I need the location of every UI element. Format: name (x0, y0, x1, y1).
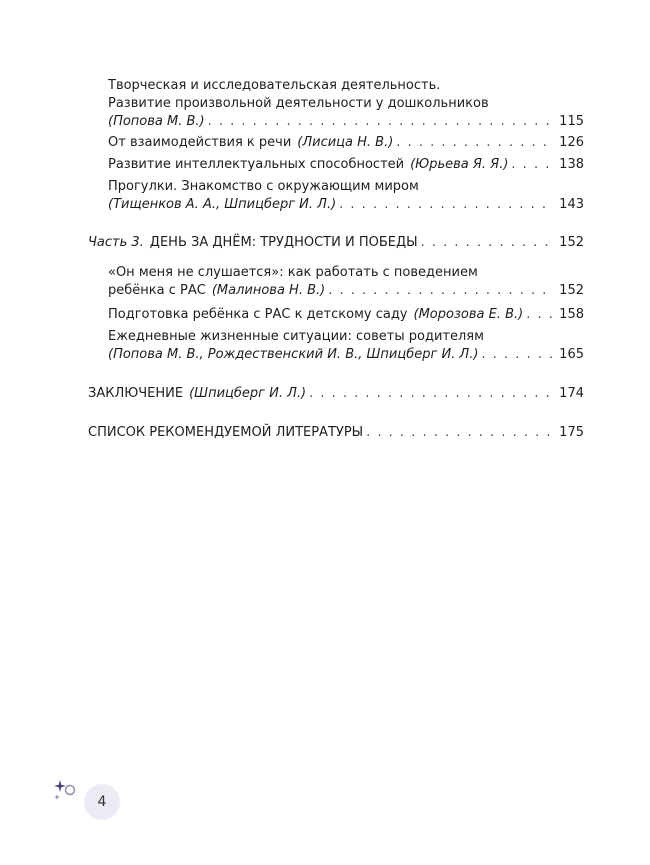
toc-entry-page: 115 (559, 114, 584, 129)
toc-entry-title: «Он меня не слушается»: как работать с поведением (108, 265, 478, 280)
toc-entry-interaction-to-speech[interactable] (108, 134, 584, 152)
toc-entry-title: Прогулки. Знакомство с окружающим миром (108, 179, 419, 194)
page-number: 4 (84, 784, 120, 820)
toc-entry-walks[interactable] (108, 178, 584, 214)
toc-entry-daily-situations[interactable] (108, 328, 584, 364)
toc-entry-title-cont: Развитие произвольной деятельности у дошкольников (108, 96, 489, 111)
toc-entry-page: 138 (559, 157, 584, 172)
part-title: ДЕНЬ ЗА ДНЁМ: ТРУДНОСТИ И ПОБЕДЫ (149, 235, 418, 250)
toc-entry-title: Ежедневные жизненные ситуации: советы родителям (108, 329, 484, 344)
toc-entry-intellectual-abilities[interactable] (108, 156, 584, 174)
toc-entry-author: (Лисица Н. В.) (297, 135, 394, 150)
toc-entry-author: (Попова М. В.) (108, 114, 205, 129)
toc-entry-author: (Малинова Н. В.) (211, 283, 326, 298)
toc-entry-page: 143 (559, 197, 584, 212)
leader-dots (396, 134, 553, 152)
leader-dots (526, 306, 553, 324)
toc-entry-page: 126 (559, 135, 584, 150)
leader-dots (339, 196, 553, 214)
toc-entry-page: 175 (559, 425, 584, 440)
toc-entry-title: Творческая и исследовательская деятельность. (108, 78, 441, 93)
leader-dots (309, 385, 553, 403)
toc-entry-title: От взаимодействия к речи (108, 135, 292, 150)
toc-entry-page: 158 (559, 307, 584, 322)
toc-entry-title: Подготовка ребёнка с РАС к детскому саду (108, 307, 408, 322)
toc-entry-kindergarten[interactable] (108, 306, 584, 324)
toc-entry-author: (Попова М. В., Рождественский И. В., Шпицберг И. Л.) (108, 347, 479, 362)
leader-dots (328, 282, 553, 300)
toc-entry-author: (Морозова Е. В.) (413, 307, 524, 322)
toc-entry-page: 174 (559, 386, 584, 401)
toc-entry-author: (Юрьева Я. Я.) (410, 157, 509, 172)
leader-dots (511, 156, 553, 174)
toc-entry-title: СПИСОК РЕКОМЕНДУЕМОЙ ЛИТЕРАТУРЫ (88, 425, 364, 440)
toc-entry-title: Развитие интеллектуальных способностей (108, 157, 405, 172)
leader-dots (481, 346, 553, 364)
toc-conclusion[interactable] (88, 385, 584, 403)
part-label: Часть 3. (88, 235, 144, 250)
toc-entry-page: 152 (559, 283, 584, 298)
leader-dots (366, 424, 553, 442)
toc-entry-author: (Тищенков А. А., Шпицберг И. Л.) (108, 197, 337, 212)
toc-entry-behavior[interactable] (108, 264, 584, 300)
toc-part-3[interactable] (88, 234, 584, 252)
leader-dots (208, 113, 554, 131)
leader-dots (421, 234, 554, 252)
toc-entry-page: 165 (559, 347, 584, 362)
toc-entry-title-cont: ребёнка с РАС (108, 283, 206, 298)
sparkle-icon (52, 778, 82, 808)
toc-entry-title: ЗАКЛЮЧЕНИЕ (88, 386, 184, 401)
toc-entry-creative-activity[interactable] (108, 77, 584, 131)
toc-entry-page: 152 (559, 235, 584, 250)
toc-literature[interactable] (88, 424, 584, 442)
toc-entry-author: (Шпицберг И. Л.) (189, 386, 307, 401)
